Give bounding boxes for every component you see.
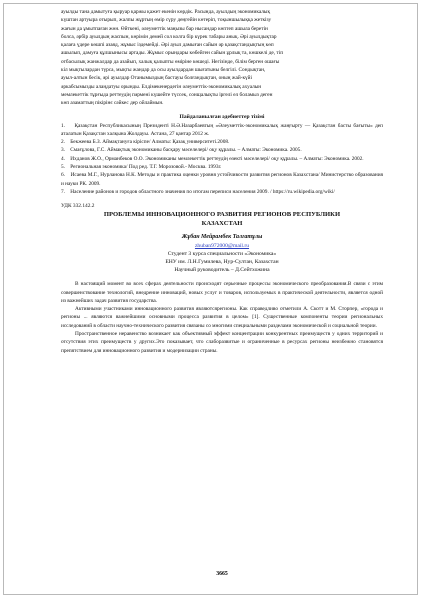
text-line: ашылып, дамуға құлшынысы артады. Жұмыс орындары көбейген сайын ұрлық та, көшкелі де, тіп [61,50,284,57]
text-line: ауылды тана дамытуға қыруар қаржы қажет екенін көрдік. Расында, ауылдың экономикалық [61,9,271,15]
references-list [61,122,383,197]
author-name: Жұбан Мейрамбек Талгатұлы [181,234,263,241]
reference-item: 4. Ихданов Ж.О., Орманбеков О.О. Экономиканы мемлекеттік реттеудің өзекті мәселелері/ оқу құралы. – Алматы: Экономика. 2002. [61,155,364,162]
reference-item: 1. Қазақстан Республикасының Президенті Н.Ә.Назарбаевтың «Әлеуметтік-экономикалық жаңғырту — Қазақстан басты бағыты» деп аталатын Қазақстан халқына Жолдауы. Астана, 27 қантар 2012 ж. [61,122,383,137]
text-line: кіл мықтылардан түрса, мықты жандар да осы ауылдардан шығатыны белгілі. Сондықтан, [61,67,266,74]
text-line: болса, әрбір ауылдың жаспын, көрімін демей сол колга бір күрек табары анық. Әрі ауылдықтар [61,33,277,40]
reference-item: 2. Бекжеева Б.З. Аймақтануға кіріспе/ Алматы: Қазақ университеті.2008. [61,139,230,146]
author-affiliation: Студент 3 курса специальности «Экономика» [167,251,277,258]
page-number: 3665 [216,571,228,577]
text-line: күштан артуыра отырып, жалпы жұртың өмір сүру деңгейін көтеріп, тоқыншылыққа жеткізу [61,17,272,24]
text-line: әркабсымызды алаңдатуы орынды. Елдімекенердегін әлеуметтік-экономикалық ахуалын [61,83,262,90]
body-paragraph: В настоящий момент во всех сферах деятельности происходят серьезные процессы экономического преобразования.В связи с этим совершенствование технологий, внедрение инноваций, новых услуг и товаров, используемых в практической деятельности, является одной из важнейших задач развития государства. [61,281,383,304]
body-paragraph: Активными участниками инновационного развития являютсярегионы. Как справедливо отметили А. Скотт и М. Сторпер, «города и регионы ... являются важнейшими основными процесса развития в целом» [1]. Существенные компоненты теории региональных исследований в области научно-технического развития связаны со многими специальными разделами экономической и социальной теории. [61,306,383,329]
intro-paragraph [61,8,383,108]
reference-item: 3. Смағұлова, Г.С. Аймақтық экономиканы басқару мәселелері/ оқу құралы. – Алматы: Экономика. 2005. [61,147,302,154]
text-line: ауыл-алтын бесік, әрі ауылдар Отанымыздың бастауы болғандықтан, оның жай-күйі [61,75,252,82]
reference-item: 7. Население районов и городов областного значения по итогам переписи населения 2009. / https://ru.wikipedia.org/wiki/ [61,188,335,195]
udk-code: УДК 332.142.2 [61,203,95,210]
reference-item: 6. Исаева М.Г., Нурланова Н.К. Методы и практика оценки уровня устойчивости развития регионов Казахстана/ Министерство образования и науки РК. 2009. [61,172,383,187]
author-university: ЕНУ им. Л.Н.Гумилева, Нур-Султан, Казахстан [165,259,279,266]
author-email-link[interactable]: zhuban972000@mail.ru [194,243,250,250]
article-title-line2: КАЗАХСТАН [201,220,243,228]
article-title-line1: ПРОБЛЕМЫ ИННОВАЦИОННОГО РАЗВИТИЯ РЕГИОНОВ РЕСПУБЛИКИ [103,211,341,219]
document-page [61,8,383,355]
body-paragraph: Пространственное неравенство возникает как объективный эффект концентрации конкурентных преимуществ у одних территорий и отсутствия этих преимуществ у других.Это показывает, что слаборазвитые и ограниченные в ресурсах регионы неизбежно становятся препятствием для инновационного развития и модернизации страны. [61,331,383,354]
supervisor: Научный руководитель – Д.Сейтхожина [174,267,270,274]
references-heading: Пайдаланылған әдебиеттер тізімі [179,113,265,120]
text-line: көп азаматтың пікірінє сәйкес дер ойлаймын. [61,100,164,107]
text-line: жағын да ұмытпаған жөн. Өйткені, әлеуметтік маңызы бар нысандар көптеп ашыла беретін [61,25,268,32]
text-line: мемлекеттік тұрғыда реттеудің пәрмені күшейте түссек, сонщалықты іргелі ел боламыз деген [61,91,273,98]
reference-item: 5. Региональная экономика/ Под ред. Т.Г. Морозовой.- Москва. 1993г. [61,164,222,171]
text-line: қалаға үдере көшпі азаяд, жұмыс іздемейді. Әрі ауыл дамыған сайын әр қазақстандықтың көп [61,42,274,49]
text-line: отбасылық жанжалдар да азайып, халық қалыпты өміріне көшеді. Негізінде, білім берген ошағы [61,58,280,65]
